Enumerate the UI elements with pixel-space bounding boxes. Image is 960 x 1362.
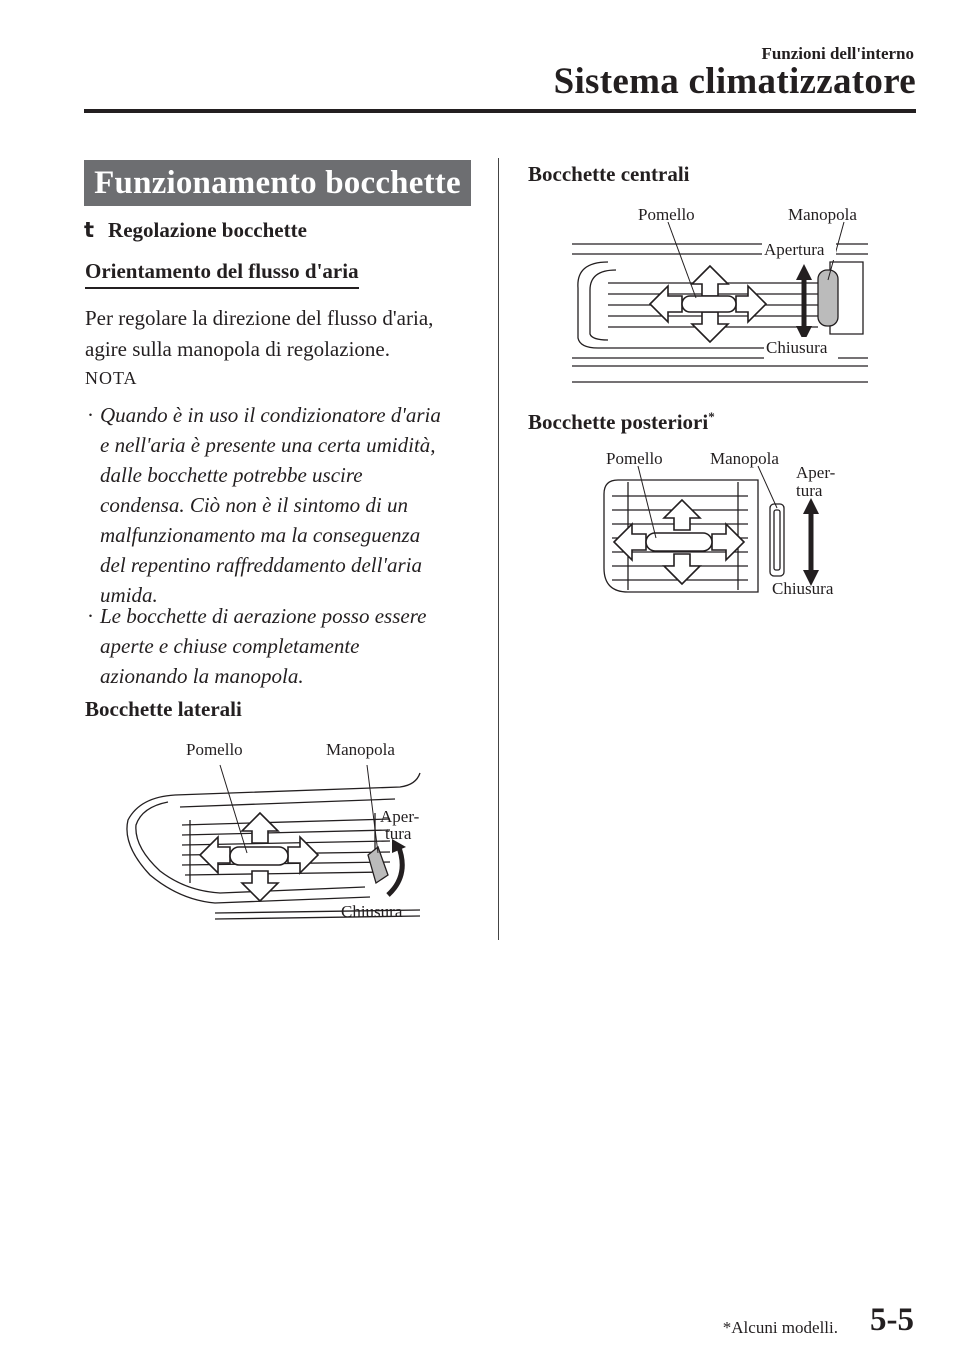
label-pomello: Pomello [186,740,243,759]
note-line: dalle bocchette potrebbe uscire [100,463,363,487]
fig-lateral-heading: Bocchette laterali [85,697,242,721]
bullet-dot-icon: · [87,403,94,427]
lateral-vent-illustration [120,735,430,925]
bullet-icon: t [84,218,95,242]
header-section-name: Funzioni dell'interno [761,44,914,63]
note-line: aperte e chiuse completamente [100,634,360,658]
label-pomello: Pomello [606,449,663,468]
header-chapter-title: Sistema climatizzatore [553,61,916,102]
note-line: azionando la manopola. [100,664,304,688]
note-line: Le bocchette di aerazione posso essere [100,604,427,628]
note-line: e nell'aria è presente una certa umidità, [100,433,436,457]
column-divider [498,158,499,940]
fig-central-heading: Bocchette centrali [528,162,690,186]
label-apertura-2: tura [385,824,412,843]
asterisk-marker: * [708,409,715,424]
label-pomello: Pomello [638,205,695,224]
header-rule [84,109,916,113]
body-paragraph [85,303,485,365]
note-label: NOTA [85,368,138,388]
sub-heading-text: Regolazione bocchette [108,218,307,242]
central-vent-illustration [568,198,873,388]
label-manopola: Manopola [788,205,857,224]
label-chiusura: Chiusura [772,579,834,598]
paragraph-line: Per regolare la direzione del flusso d'aria, [85,306,434,330]
paragraph-line: agire sulla manopola di regolazione. [85,337,390,361]
note-item [87,601,487,691]
label-apertura-1: Aper- [380,807,420,826]
note-line: condensa. Ciò non è il sintomo di un [100,493,408,517]
topic-heading: Orientamento del flusso d'aria [85,259,359,289]
label-manopola: Manopola [326,740,395,759]
note-item [87,400,487,610]
note-line: umida. [100,583,158,607]
label-chiusura: Chiusura [766,338,828,357]
section-banner: Funzionamento bocchette [84,160,471,206]
label-manopola: Manopola [710,449,779,468]
fig-rear-heading [528,409,715,435]
label-apertura: Apertura [764,240,825,259]
note-line: malfunzionamento ma la conseguenza [100,523,421,547]
bullet-dot-icon: · [87,604,94,628]
sub-heading [84,218,307,243]
label-apertura-2: tura [796,481,823,500]
label-chiusura: Chiusura [341,902,403,921]
page-number: 5-5 [870,1302,914,1338]
footnote: *Alcuni modelli. [722,1318,838,1337]
rear-vent-illustration [598,442,848,602]
fig-rear-heading-text: Bocchette posteriori [528,410,709,434]
note-line: Quando è in uso il condizionatore d'aria [100,403,441,427]
note-line: del repentino raffreddamento dell'aria [100,553,422,577]
label-apertura-1: Aper- [796,463,836,482]
